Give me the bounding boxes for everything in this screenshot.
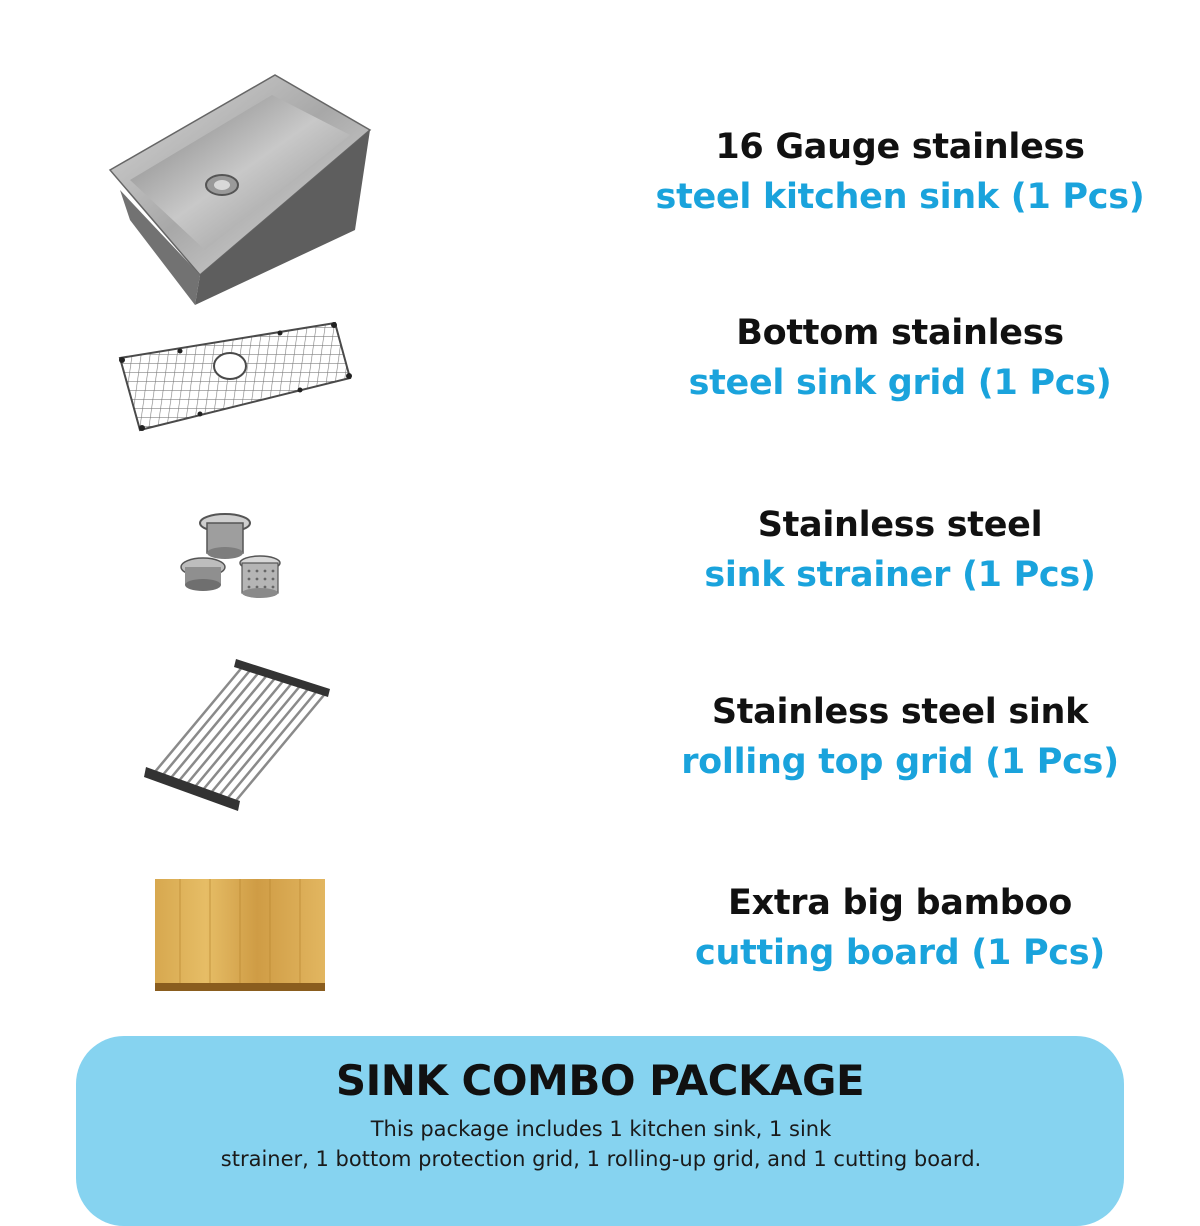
item-subtitle: steel kitchen sink (1 Pcs) — [655, 177, 1145, 217]
item-title: Bottom stainless — [736, 313, 1064, 353]
package-title: SINK COMBO PACKAGE — [335, 1056, 865, 1105]
kitchen-sink-icon — [100, 70, 380, 310]
package-panel — [76, 1036, 1124, 1226]
item-title: 16 Gauge stainless — [715, 127, 1085, 167]
item-subtitle: sink strainer (1 Pcs) — [704, 555, 1096, 595]
item-subtitle: cutting board (1 Pcs) — [695, 933, 1105, 973]
cutting-board-icon — [150, 875, 330, 995]
package-description-line2: strainer, 1 bottom protection grid, 1 rolling-up grid, and 1 cutting board. — [220, 1147, 982, 1171]
package-description — [186, 1114, 1016, 1174]
sink-grid-icon — [110, 318, 360, 438]
item-title: Stainless steel sink — [711, 692, 1089, 732]
rolling-grid-icon — [140, 655, 335, 815]
item-subtitle: rolling top grid (1 Pcs) — [681, 742, 1119, 782]
item-subtitle: steel sink grid (1 Pcs) — [688, 363, 1112, 403]
item-title: Extra big bamboo — [727, 883, 1073, 923]
item-title: Stainless steel — [757, 505, 1043, 545]
package-description-line1: This package includes 1 kitchen sink, 1 sink — [370, 1117, 832, 1141]
sink-strainer-icon — [175, 505, 290, 605]
